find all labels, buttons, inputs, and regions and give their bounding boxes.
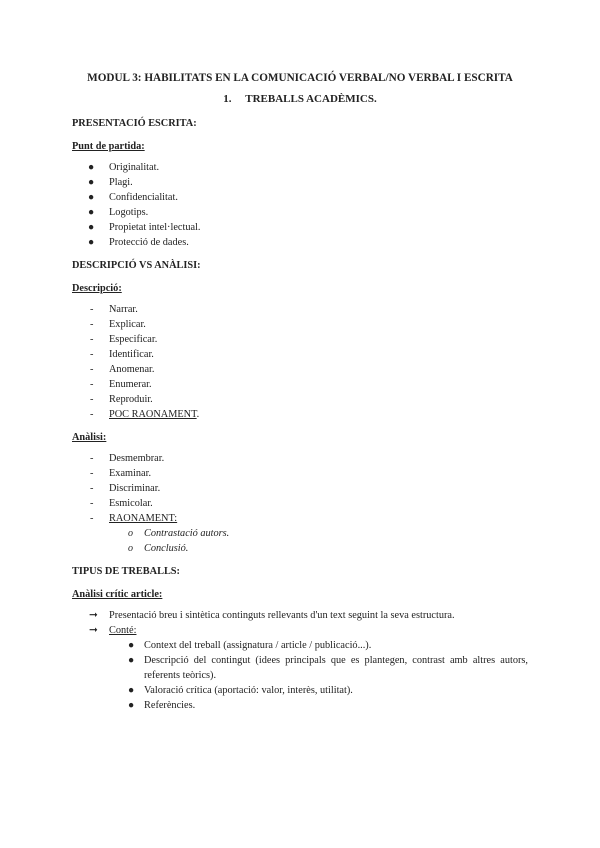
section-label: TREBALLS ACADÈMICS. xyxy=(245,93,377,105)
section-heading xyxy=(72,92,528,107)
raonament-sublist xyxy=(72,526,528,556)
list-item: - Esmicolar. xyxy=(90,498,153,509)
list-item: ● Confidencialitat. xyxy=(88,192,178,203)
list-item: - Enumerar. xyxy=(90,379,152,390)
list-item: ➞ Conté: xyxy=(89,625,137,636)
circle-icon: o xyxy=(128,543,133,554)
bullet-icon: ● xyxy=(88,177,95,188)
list-item: ● Referències. xyxy=(128,700,196,711)
dash-icon: - xyxy=(90,468,94,479)
document-page xyxy=(72,70,528,717)
punt-partida-list xyxy=(72,160,528,250)
dash-icon: - xyxy=(90,379,94,390)
list-item: ● Logotips. xyxy=(88,207,149,218)
bullet-icon: ● xyxy=(88,207,95,218)
raonament-text: RAONAMENT: xyxy=(109,513,178,524)
list-item: ● Descripció del contingut (idees principals que es plantegen, contrast amb altres autors, referents teòrics). xyxy=(128,655,528,681)
list-item: - Especificar. xyxy=(90,334,158,345)
dash-icon: - xyxy=(90,394,94,405)
bullet-icon: ● xyxy=(128,685,135,696)
dash-icon: - xyxy=(90,304,94,315)
arrow-right-icon: ➞ xyxy=(89,625,98,636)
circle-icon: o xyxy=(128,528,133,539)
dash-icon: - xyxy=(90,319,94,330)
bullet-icon: ● xyxy=(88,237,95,248)
list-item: ● Valoració crítica (aportació: valor, interès, utilitat). xyxy=(128,685,353,696)
section-number: 1. xyxy=(223,93,232,105)
bullet-icon: ● xyxy=(128,655,135,666)
dash-icon: - xyxy=(90,334,94,345)
descripcio-list xyxy=(72,302,528,422)
dash-icon: - xyxy=(90,453,94,464)
dash-icon: - xyxy=(90,513,94,524)
poc-raonament-text: POC RAONAMENT xyxy=(109,409,197,420)
tipus-treballs-heading: TIPUS DE TREBALLS: xyxy=(72,566,180,577)
bullet-icon: ● xyxy=(128,640,135,651)
list-item: ● Context del treball (assignatura / article / publicació...). xyxy=(128,640,372,651)
dash-icon: - xyxy=(90,409,94,420)
conte-list xyxy=(72,638,528,713)
document-title: MODUL 3: HABILITATS EN LA COMUNICACIÓ VERBAL/NO VERBAL I ESCRITA xyxy=(87,72,513,84)
list-item: ● Plagi. xyxy=(88,177,133,188)
bullet-icon: ● xyxy=(128,700,135,711)
list-item: ● Protecció de dades. xyxy=(88,237,189,248)
list-item xyxy=(72,511,528,526)
list-item: ➞ Presentació breu i sintètica continguts rellevants d'un text seguint la seva estructura. xyxy=(89,610,455,621)
descripcio-heading: Descripció: xyxy=(72,283,122,294)
list-item: ● Originalitat. xyxy=(88,162,160,173)
analisi-critic-heading: Anàlisi crític article: xyxy=(72,589,163,600)
bullet-icon: ● xyxy=(88,222,95,233)
list-item: - Narrar. xyxy=(90,304,138,315)
dash-icon: - xyxy=(90,349,94,360)
list-item: - Explicar. xyxy=(90,319,146,330)
presentacio-heading: PRESENTACIÓ ESCRITA: xyxy=(72,118,197,129)
list-item: - Desmembrar. xyxy=(90,453,165,464)
punt-partida-heading: Punt de partida: xyxy=(72,141,145,152)
list-item: - POC RAONAMENT. xyxy=(90,409,200,420)
dash-icon: - xyxy=(90,364,94,375)
list-item: - Examinar. xyxy=(90,468,152,479)
list-item: - Anomenar. xyxy=(90,364,155,375)
list-item: ● Propietat intel·lectual. xyxy=(88,222,201,233)
descripcio-vs-analisi-heading: DESCRIPCIÓ VS ANÀLISI: xyxy=(72,260,201,271)
bullet-icon: ● xyxy=(88,162,95,173)
bullet-icon: ● xyxy=(88,192,95,203)
analisi-heading: Anàlisi: xyxy=(72,432,107,443)
dash-icon: - xyxy=(90,483,94,494)
dash-icon: - xyxy=(90,498,94,509)
list-item: - Reproduir. xyxy=(90,394,153,405)
analisi-list xyxy=(72,451,528,526)
list-item: o Conclusió. xyxy=(128,543,189,554)
list-item: o Contrastació autors. xyxy=(128,528,230,539)
analisi-critic-list xyxy=(72,608,528,638)
arrow-right-icon: ➞ xyxy=(89,610,98,621)
list-item: - Identificar. xyxy=(90,349,154,360)
list-item: - Discriminar. xyxy=(90,483,161,494)
